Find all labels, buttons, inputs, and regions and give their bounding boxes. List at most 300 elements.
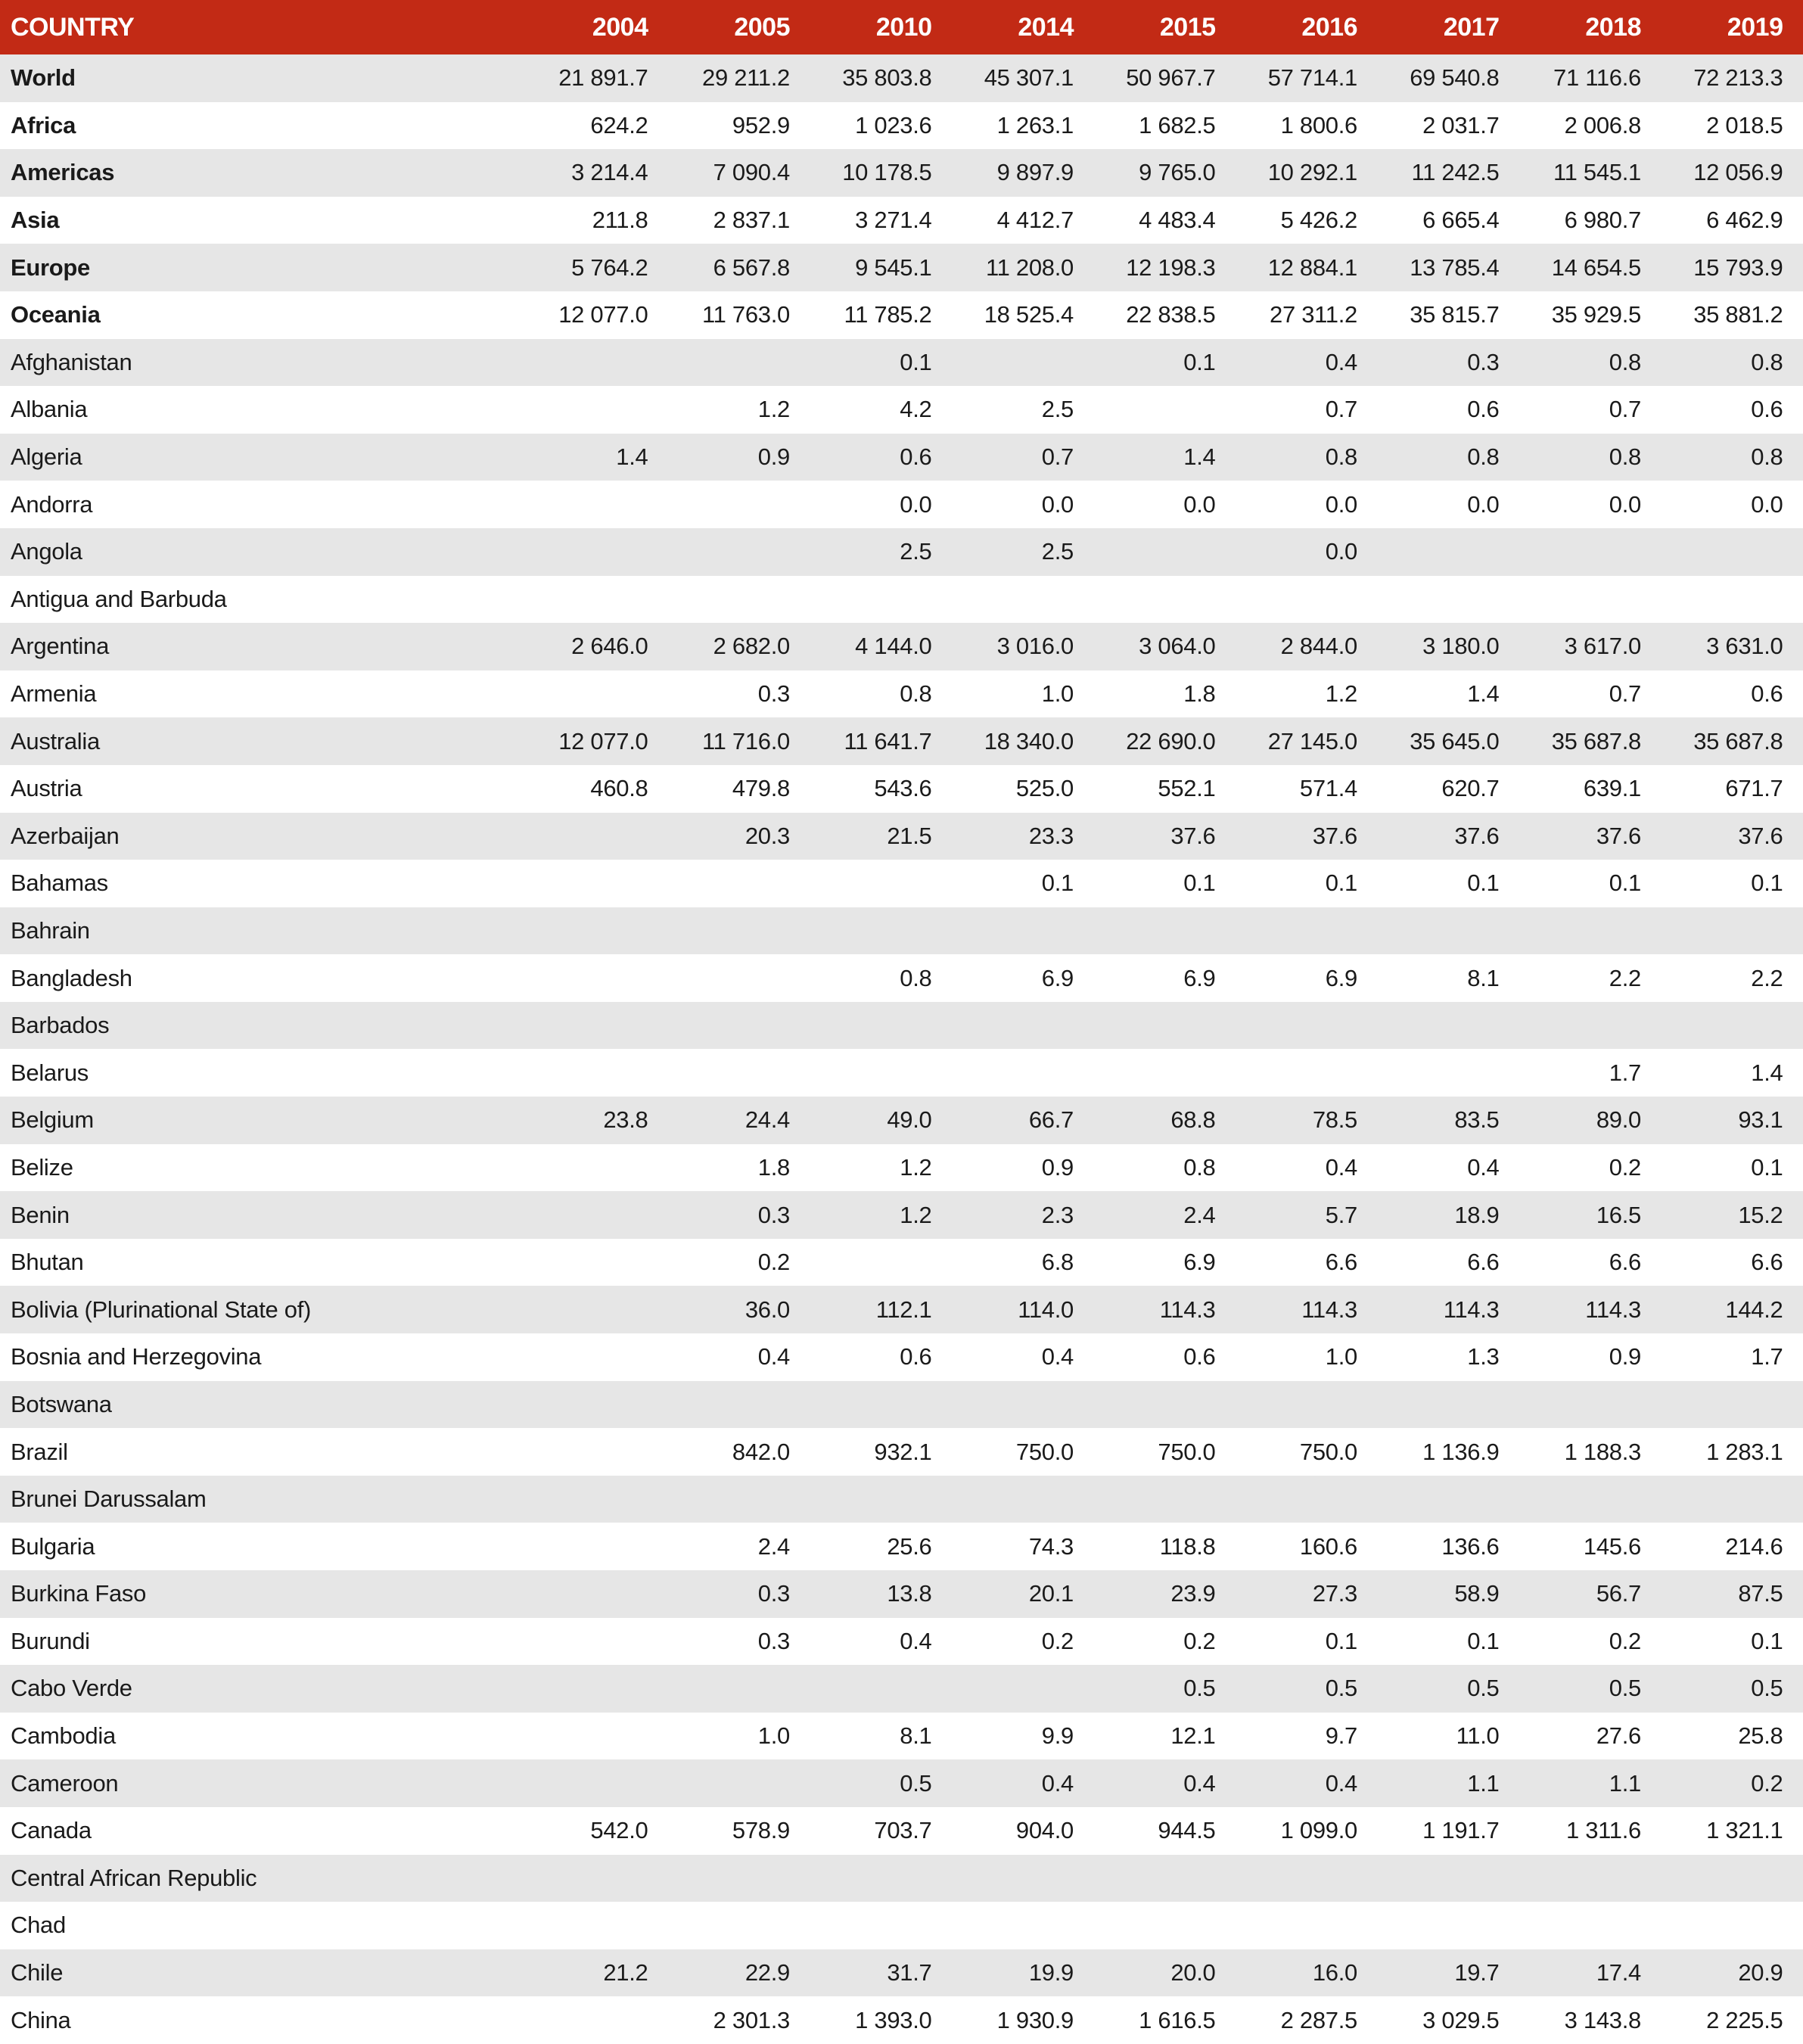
country-name-cell: Asia: [11, 207, 60, 234]
value-cell-2016: 5 426.2: [1280, 207, 1357, 234]
value-cell-2016: 160.6: [1299, 1532, 1357, 1560]
value-cell-2004: 1.4: [616, 443, 648, 471]
column-header-2005: 2005: [734, 12, 790, 42]
value-cell-2016: 1 099.0: [1280, 1817, 1357, 1844]
table-row: [0, 1381, 1803, 1429]
value-cell-2016: 27.3: [1312, 1580, 1357, 1607]
value-cell-2014: [952, 1476, 1094, 1523]
value-cell-2014: 0.4: [1041, 1343, 1074, 1370]
value-cell-2017: 0.5: [1467, 1675, 1500, 1702]
value-cell-2015: [1093, 1381, 1236, 1429]
value-cell-2015: 0.1: [1183, 870, 1216, 897]
value-cell-2005: 0.2: [757, 1249, 790, 1276]
value-cell-2005: 0.4: [757, 1343, 790, 1370]
value-cell-2004: [526, 1618, 668, 1666]
value-cell-2010: 1 023.6: [855, 111, 932, 138]
value-cell-2016: 6.9: [1325, 964, 1357, 991]
country-name-cell: Burundi: [11, 1627, 90, 1654]
country-name-cell: Belize: [11, 1153, 73, 1181]
value-cell-2004: [526, 1476, 668, 1523]
value-cell-2018: 3 143.8: [1564, 2006, 1641, 2033]
table-row: [0, 1665, 1803, 1713]
country-name-cell: Algeria: [11, 443, 82, 471]
value-cell-2017: 1 191.7: [1422, 1817, 1500, 1844]
value-cell-2018: 27.6: [1596, 1722, 1641, 1750]
value-cell-2018: 639.1: [1583, 775, 1641, 802]
value-cell-2005: 0.3: [757, 1201, 790, 1228]
country-name-cell: Brunei Darussalam: [11, 1486, 207, 1513]
value-cell-2017: 114.3: [1443, 1296, 1500, 1323]
value-cell-2017: 0.4: [1467, 1153, 1500, 1181]
value-cell-2005: [668, 1665, 810, 1713]
value-cell-2014: 23.3: [1028, 822, 1074, 849]
value-cell-2010: 25.6: [887, 1532, 932, 1560]
value-cell-2014: 2.3: [1041, 1201, 1074, 1228]
value-cell-2004: [526, 670, 668, 718]
table-body: [0, 54, 1803, 2044]
value-cell-2014: 1 263.1: [996, 111, 1074, 138]
value-cell-2010: [810, 1049, 952, 1097]
value-cell-2019: 6 462.9: [1706, 207, 1783, 234]
value-cell-2015: [1093, 1476, 1236, 1523]
value-cell-2005: 842.0: [732, 1438, 790, 1465]
value-cell-2010: 11 641.7: [844, 727, 932, 754]
value-cell-2010: 10 178.5: [842, 159, 932, 186]
value-cell-2018: [1519, 528, 1662, 576]
country-name-cell: Cambodia: [11, 1722, 116, 1750]
value-cell-2010: 13.8: [887, 1580, 932, 1607]
table-row: [0, 860, 1803, 907]
value-cell-2019: 3 631.0: [1706, 633, 1783, 660]
value-cell-2019: 12 056.9: [1693, 159, 1783, 186]
value-cell-2017: 83.5: [1454, 1106, 1500, 1134]
table-row: [0, 1428, 1803, 1476]
value-cell-2018: 14 654.5: [1551, 254, 1641, 281]
value-cell-2014: 45 307.1: [984, 64, 1074, 92]
value-cell-2014: 18 525.4: [984, 301, 1074, 328]
country-name-cell: Armenia: [11, 680, 97, 708]
value-cell-2019: 671.7: [1725, 775, 1783, 802]
table-row: [0, 481, 1803, 528]
value-cell-2017: 13 785.4: [1410, 254, 1500, 281]
value-cell-2019: [1661, 1381, 1803, 1429]
value-cell-2015: 12 198.3: [1126, 254, 1216, 281]
country-name-cell: Cameroon: [11, 1769, 119, 1797]
value-cell-2004: 542.0: [590, 1817, 648, 1844]
value-cell-2019: 20.9: [1738, 1959, 1783, 1986]
column-header-2018: 2018: [1585, 12, 1641, 42]
value-cell-2017: 11.0: [1456, 1722, 1500, 1750]
table-row: [0, 339, 1803, 387]
value-cell-2017: [1377, 576, 1519, 624]
value-cell-2017: 0.1: [1467, 1627, 1500, 1654]
value-cell-2004: [526, 576, 668, 624]
value-cell-2010: 3 271.4: [855, 207, 932, 234]
value-cell-2017: 0.1: [1467, 870, 1500, 897]
value-cell-2004: 2 646.0: [571, 633, 648, 660]
table-row: [0, 1949, 1803, 1997]
value-cell-2004: 12 077.0: [558, 727, 648, 754]
value-cell-2004: [526, 1523, 668, 1570]
value-cell-2015: 50 967.7: [1126, 64, 1216, 92]
value-cell-2015: 1 682.5: [1139, 111, 1216, 138]
value-cell-2018: 6.6: [1609, 1249, 1641, 1276]
value-cell-2004: [526, 1191, 668, 1239]
value-cell-2010: 112.1: [875, 1296, 932, 1323]
value-cell-2015: 750.0: [1158, 1438, 1216, 1465]
value-cell-2010: 8.1: [900, 1722, 932, 1750]
value-cell-2016: 57 714.1: [1267, 64, 1357, 92]
value-cell-2010: [810, 907, 952, 955]
value-cell-2010: [810, 1002, 952, 1050]
value-cell-2016: 10 292.1: [1267, 159, 1357, 186]
value-cell-2015: 68.8: [1170, 1106, 1216, 1134]
value-cell-2005: 29 211.2: [702, 64, 790, 92]
value-cell-2010: 0.1: [900, 348, 932, 375]
country-name-cell: Bangladesh: [11, 964, 132, 991]
value-cell-2005: [668, 1759, 810, 1807]
value-cell-2005: 20.3: [745, 822, 790, 849]
value-cell-2016: 1.2: [1325, 680, 1357, 708]
value-cell-2010: 11 785.2: [844, 301, 932, 328]
value-cell-2015: 0.1: [1183, 348, 1216, 375]
value-cell-2015: 23.9: [1170, 1580, 1216, 1607]
value-cell-2019: 2 225.5: [1706, 2006, 1783, 2033]
country-name-cell: Canada: [11, 1817, 92, 1844]
table-row: [0, 1807, 1803, 1855]
value-cell-2014: [952, 1665, 1094, 1713]
column-header-2004: 2004: [592, 12, 648, 42]
value-cell-2017: 2 031.7: [1422, 111, 1500, 138]
value-cell-2016: [1236, 1002, 1378, 1050]
value-cell-2017: [1377, 1855, 1519, 1902]
column-header-2017: 2017: [1443, 12, 1500, 42]
column-header-2019: 2019: [1727, 12, 1783, 42]
value-cell-2019: 87.5: [1738, 1580, 1783, 1607]
country-name-cell: Bahrain: [11, 916, 90, 944]
value-cell-2018: 0.0: [1609, 490, 1641, 518]
value-cell-2010: 0.6: [900, 1343, 932, 1370]
value-cell-2015: 22 838.5: [1126, 301, 1216, 328]
value-cell-2018: 11 545.1: [1553, 159, 1641, 186]
value-cell-2017: 69 540.8: [1410, 64, 1500, 92]
country-name-cell: Belgium: [11, 1106, 94, 1134]
value-cell-2010: 0.0: [900, 490, 932, 518]
country-name-cell: Barbados: [11, 1012, 110, 1039]
value-cell-2010: 21.5: [887, 822, 932, 849]
country-name-cell: Bolivia (Plurinational State of): [11, 1296, 312, 1323]
value-cell-2019: 0.0: [1751, 490, 1783, 518]
value-cell-2015: 1.4: [1183, 443, 1216, 471]
value-cell-2010: [810, 1239, 952, 1286]
value-cell-2019: 1 283.1: [1706, 1438, 1783, 1465]
value-cell-2004: [526, 1759, 668, 1807]
country-name-cell: Azerbaijan: [11, 822, 120, 849]
value-cell-2005: [668, 481, 810, 528]
table-row-aggregate: [0, 149, 1803, 197]
value-cell-2015: 9 765.0: [1139, 159, 1216, 186]
value-cell-2014: [952, 1381, 1094, 1429]
value-cell-2004: [526, 1239, 668, 1286]
value-cell-2017: 6.6: [1467, 1249, 1500, 1276]
value-cell-2017: 3 029.5: [1422, 2006, 1500, 2033]
value-cell-2017: [1377, 528, 1519, 576]
value-cell-2018: 2 006.8: [1564, 111, 1641, 138]
value-cell-2019: 1 321.1: [1706, 1817, 1783, 1844]
value-cell-2004: [526, 954, 668, 1002]
value-cell-2016: 12 884.1: [1267, 254, 1357, 281]
header-row: [0, 0, 1803, 54]
value-cell-2005: 2 301.3: [713, 2006, 790, 2033]
value-cell-2016: [1236, 1902, 1378, 1949]
value-cell-2015: 1 616.5: [1139, 2006, 1216, 2033]
value-cell-2010: [810, 1665, 952, 1713]
table-row-aggregate: [0, 244, 1803, 291]
value-cell-2015: 22 690.0: [1126, 727, 1216, 754]
value-cell-2019: [1661, 1855, 1803, 1902]
value-cell-2014: [952, 576, 1094, 624]
country-name-cell: Brazil: [11, 1438, 68, 1465]
table-row-aggregate: [0, 54, 1803, 102]
value-cell-2019: 35 881.2: [1693, 301, 1783, 328]
value-cell-2018: 1 311.6: [1565, 1817, 1641, 1844]
value-cell-2018: 0.7: [1609, 396, 1641, 423]
value-cell-2018: 0.7: [1609, 680, 1641, 708]
value-cell-2015: 0.0: [1183, 490, 1216, 518]
country-name-cell: Belarus: [11, 1059, 89, 1086]
value-cell-2004: [526, 1002, 668, 1050]
value-cell-2019: 1.7: [1751, 1343, 1783, 1370]
value-cell-2014: [952, 1049, 1094, 1097]
value-cell-2015: 0.5: [1183, 1675, 1216, 1702]
value-cell-2016: [1236, 1049, 1378, 1097]
value-cell-2018: 0.1: [1609, 870, 1641, 897]
value-cell-2015: 20.0: [1170, 1959, 1216, 1986]
value-cell-2004: [526, 386, 668, 434]
table-row: [0, 1713, 1803, 1760]
value-cell-2016: 571.4: [1299, 775, 1357, 802]
country-name-cell: Australia: [11, 727, 100, 754]
value-cell-2010: 0.5: [900, 1769, 932, 1797]
value-cell-2018: 17.4: [1596, 1959, 1641, 1986]
value-cell-2019: [1661, 907, 1803, 955]
value-cell-2004: 23.8: [603, 1106, 648, 1134]
value-cell-2017: 1.3: [1467, 1343, 1500, 1370]
value-cell-2017: 8.1: [1467, 964, 1500, 991]
value-cell-2016: 27 145.0: [1267, 727, 1357, 754]
value-cell-2004: [526, 1144, 668, 1192]
value-cell-2004: [526, 1049, 668, 1097]
value-cell-2017: 11 242.5: [1411, 159, 1500, 186]
table-row: [0, 1239, 1803, 1286]
value-cell-2019: 25.8: [1738, 1722, 1783, 1750]
value-cell-2019: 0.6: [1751, 396, 1783, 423]
country-name-cell: Angola: [11, 538, 82, 565]
value-cell-2016: 16.0: [1312, 1959, 1357, 1986]
value-cell-2005: 578.9: [732, 1817, 790, 1844]
value-cell-2014: 66.7: [1028, 1106, 1074, 1134]
value-cell-2014: [952, 907, 1094, 955]
value-cell-2010: [810, 1381, 952, 1429]
value-cell-2018: [1519, 1002, 1662, 1050]
table-row-aggregate: [0, 291, 1803, 339]
value-cell-2015: [1093, 1855, 1236, 1902]
value-cell-2019: 0.1: [1751, 1627, 1783, 1654]
value-cell-2016: 0.4: [1325, 1769, 1357, 1797]
value-cell-2019: 37.6: [1738, 822, 1783, 849]
table-row: [0, 528, 1803, 576]
column-header-2014: 2014: [1018, 12, 1074, 42]
value-cell-2015: 6.9: [1183, 964, 1216, 991]
value-cell-2004: 3 214.4: [571, 159, 648, 186]
value-cell-2016: 0.0: [1325, 490, 1357, 518]
value-cell-2004: [526, 1996, 668, 2044]
table-row: [0, 1523, 1803, 1570]
country-name-cell: Bulgaria: [11, 1532, 95, 1560]
value-cell-2004: 21 891.7: [558, 64, 648, 92]
table-row: [0, 813, 1803, 860]
value-cell-2004: [526, 1570, 668, 1618]
country-name-cell: Europe: [11, 254, 90, 281]
value-cell-2016: 1 800.6: [1280, 111, 1357, 138]
value-cell-2005: [668, 1049, 810, 1097]
value-cell-2018: 35 687.8: [1551, 727, 1641, 754]
value-cell-2004: [526, 1855, 668, 1902]
column-header-country: COUNTRY: [11, 12, 135, 42]
value-cell-2017: 620.7: [1441, 775, 1500, 802]
value-cell-2015: 118.8: [1159, 1532, 1216, 1560]
value-cell-2016: 2 844.0: [1280, 633, 1357, 660]
value-cell-2010: 0.4: [900, 1627, 932, 1654]
table-row: [0, 576, 1803, 624]
value-cell-2018: [1519, 1381, 1662, 1429]
value-cell-2015: 3 064.0: [1139, 633, 1216, 660]
value-cell-2017: [1377, 1381, 1519, 1429]
value-cell-2018: 0.8: [1609, 443, 1641, 471]
value-cell-2018: 1 188.3: [1564, 1438, 1641, 1465]
value-cell-2005: 7 090.4: [713, 159, 790, 186]
value-cell-2017: 1.4: [1467, 680, 1500, 708]
value-cell-2018: [1519, 1855, 1662, 1902]
value-cell-2015: 12.1: [1170, 1722, 1216, 1750]
column-header-2010: 2010: [875, 12, 932, 42]
value-cell-2017: 1 136.9: [1422, 1438, 1500, 1465]
value-cell-2018: 145.6: [1583, 1532, 1641, 1560]
table-row: [0, 670, 1803, 718]
table-header: [0, 0, 1803, 54]
table-row: [0, 1618, 1803, 1666]
value-cell-2019: 144.2: [1725, 1296, 1783, 1323]
value-cell-2019: 15.2: [1738, 1201, 1783, 1228]
value-cell-2010: 4.2: [900, 396, 932, 423]
value-cell-2015: 114.3: [1159, 1296, 1216, 1323]
value-cell-2005: 6 567.8: [713, 254, 790, 281]
table-row: [0, 1049, 1803, 1097]
value-cell-2017: [1377, 1049, 1519, 1097]
value-cell-2019: 0.8: [1751, 443, 1783, 471]
value-cell-2016: 78.5: [1312, 1106, 1357, 1134]
value-cell-2017: 136.6: [1441, 1532, 1500, 1560]
value-cell-2005: [668, 954, 810, 1002]
country-name-cell: Africa: [11, 111, 76, 138]
value-cell-2004: [526, 860, 668, 907]
value-cell-2010: [810, 1476, 952, 1523]
value-cell-2015: [1093, 386, 1236, 434]
country-name-cell: Chad: [11, 1912, 66, 1939]
value-cell-2015: [1093, 1002, 1236, 1050]
value-cell-2004: [526, 813, 668, 860]
country-name-cell: Cabo Verde: [11, 1675, 132, 1702]
country-name-cell: Burkina Faso: [11, 1580, 147, 1607]
table-row: [0, 954, 1803, 1002]
country-name-cell: Antigua and Barbuda: [11, 585, 227, 612]
value-cell-2014: 0.0: [1041, 490, 1074, 518]
value-cell-2018: 1.1: [1609, 1769, 1641, 1797]
value-cell-2019: 2.2: [1751, 964, 1783, 991]
value-cell-2016: 0.1: [1325, 1627, 1357, 1654]
country-name-cell: Central African Republic: [11, 1864, 257, 1891]
value-cell-2015: 0.4: [1183, 1769, 1216, 1797]
value-cell-2005: 36.0: [745, 1296, 790, 1323]
value-cell-2005: 0.3: [757, 1580, 790, 1607]
value-cell-2017: [1377, 1476, 1519, 1523]
value-cell-2017: 58.9: [1454, 1580, 1500, 1607]
table-row: [0, 1333, 1803, 1381]
value-cell-2004: 460.8: [590, 775, 648, 802]
value-cell-2016: 0.4: [1325, 348, 1357, 375]
value-cell-2019: [1661, 1476, 1803, 1523]
value-cell-2004: [526, 1713, 668, 1760]
value-cell-2019: [1661, 576, 1803, 624]
value-cell-2018: 0.8: [1609, 348, 1641, 375]
table-row: [0, 1855, 1803, 1902]
value-cell-2016: 5.7: [1325, 1201, 1357, 1228]
value-cell-2014: 4 412.7: [996, 207, 1074, 234]
value-cell-2004: [526, 528, 668, 576]
value-cell-2016: 6.6: [1325, 1249, 1357, 1276]
country-name-cell: China: [11, 2006, 71, 2033]
value-cell-2016: [1236, 1855, 1378, 1902]
country-name-cell: Americas: [11, 159, 115, 186]
column-header-2016: 2016: [1301, 12, 1357, 42]
value-cell-2010: 0.8: [900, 964, 932, 991]
country-name-cell: Bhutan: [11, 1249, 84, 1276]
value-cell-2017: 37.6: [1454, 822, 1500, 849]
value-cell-2005: [668, 1476, 810, 1523]
value-cell-2016: 0.4: [1325, 1153, 1357, 1181]
table-row: [0, 434, 1803, 481]
country-name-cell: Afghanistan: [11, 348, 132, 375]
value-cell-2017: 6 665.4: [1422, 207, 1500, 234]
value-cell-2014: 114.0: [1018, 1296, 1074, 1323]
value-cell-2018: [1519, 1902, 1662, 1949]
value-cell-2016: 9.7: [1325, 1722, 1357, 1750]
value-cell-2004: 21.2: [603, 1959, 648, 1986]
value-cell-2010: 1 393.0: [855, 2006, 932, 2033]
value-cell-2018: 37.6: [1596, 822, 1641, 849]
value-cell-2010: 4 144.0: [855, 633, 932, 660]
value-cell-2016: 37.6: [1312, 822, 1357, 849]
value-cell-2014: 0.1: [1041, 870, 1074, 897]
value-cell-2010: 932.1: [874, 1438, 932, 1465]
country-name-cell: Chile: [11, 1959, 64, 1986]
table-row-aggregate: [0, 197, 1803, 244]
value-cell-2019: 0.5: [1751, 1675, 1783, 1702]
value-cell-2005: 479.8: [732, 775, 790, 802]
country-name-cell: Argentina: [11, 633, 110, 660]
value-cell-2017: [1377, 1902, 1519, 1949]
value-cell-2016: [1236, 1381, 1378, 1429]
